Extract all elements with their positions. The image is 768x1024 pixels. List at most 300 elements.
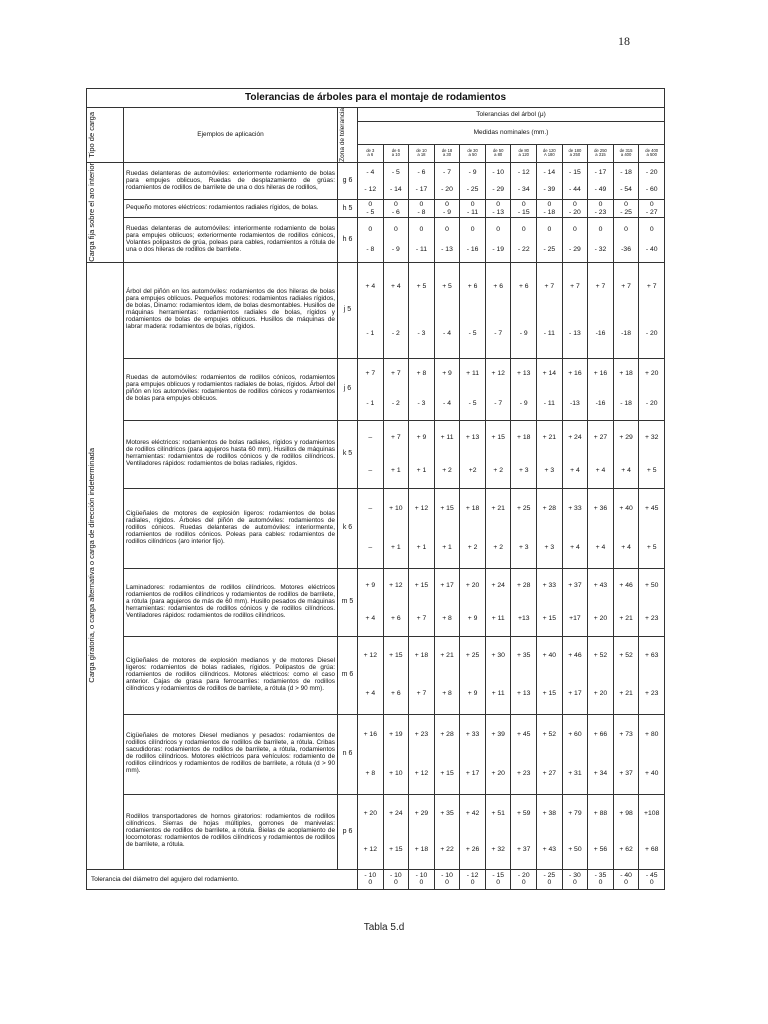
- value-cell: [434, 262, 460, 358]
- lower-deviation: + 8: [365, 769, 376, 777]
- upper-deviation: + 11: [466, 370, 480, 378]
- value-cell: [409, 262, 435, 358]
- lower-deviation: - 11: [415, 245, 428, 253]
- table-row: [87, 262, 665, 358]
- lower-deviation: - 20: [645, 400, 658, 408]
- value-cell: [639, 714, 665, 794]
- upper-deviation: 0: [368, 201, 373, 209]
- upper-deviation: + 5: [416, 282, 427, 290]
- lower-deviation: + 3: [518, 466, 529, 474]
- lower-deviation: + 12: [414, 769, 429, 777]
- footer-value-cell: [639, 869, 665, 889]
- lower-deviation: - 25: [466, 185, 479, 193]
- upper-deviation: + 33: [568, 504, 582, 512]
- value-cell: [460, 636, 486, 714]
- value-cell: [485, 488, 511, 568]
- value-cell: [434, 162, 460, 200]
- lower-deviation: + 12: [363, 846, 377, 854]
- upper-deviation: - 10: [492, 169, 505, 177]
- value-cell: [537, 358, 563, 420]
- lower-deviation: + 3: [544, 466, 555, 474]
- upper-deviation: 0: [624, 225, 628, 233]
- value-cell: [460, 358, 486, 420]
- upper-deviation: + 29: [414, 809, 429, 817]
- footer-upper: - 15: [492, 871, 505, 879]
- value-cell: [537, 568, 563, 636]
- footer-value-cell: [383, 869, 409, 889]
- value-cell: [460, 568, 486, 636]
- lower-deviation: - 20: [645, 329, 658, 337]
- value-cell: [485, 162, 511, 200]
- page-number: 18: [618, 34, 630, 48]
- lower-deviation: - 5: [468, 329, 477, 337]
- tipo-header: Tipo de carga: [87, 112, 96, 158]
- upper-deviation: + 14: [542, 370, 557, 378]
- lower-deviation: - 9: [519, 329, 528, 337]
- lower-deviation: -16: [595, 400, 606, 408]
- footer-value-cell: [562, 869, 588, 889]
- value-cell: [562, 420, 588, 488]
- range-from: de 180: [568, 147, 582, 153]
- upper-deviation: - 12: [517, 169, 530, 177]
- lower-deviation: + 34: [593, 769, 608, 777]
- lower-deviation: - 16: [466, 245, 479, 253]
- upper-deviation: + 33: [465, 730, 480, 738]
- range-from: de 400: [645, 147, 659, 153]
- lower-deviation: -18: [621, 329, 631, 337]
- value-cell: [485, 420, 511, 488]
- upper-deviation: + 21: [440, 652, 454, 660]
- lower-deviation: + 2: [493, 466, 503, 474]
- value-cell: [511, 488, 537, 568]
- lower-deviation: - 6: [391, 208, 400, 216]
- footer-upper: - 10: [364, 871, 377, 879]
- footer-value-cell: [588, 869, 614, 889]
- footer-lower: 0: [419, 879, 424, 887]
- example-cell: Rodillos transportadores de hornos giratorios: rodamientos de rodillos cilíndricos. Sierras de hojas múltiples, gorrones de manivelas: rodamientos de rodillos de barrilete, a rótula. Bielas de acoplamiento de locomotoras: rodamientos de rodillos cilíndricos y rodamientos de rodillos de barrilete, a rótula.: [124, 794, 338, 869]
- footer-value-cell: [460, 869, 486, 889]
- value-cell: [639, 162, 665, 200]
- range-from: de 315: [619, 147, 633, 153]
- value-cell: [613, 568, 639, 636]
- footer-lower: 0: [445, 879, 449, 887]
- table-row: [87, 200, 665, 217]
- lower-deviation: +13: [517, 614, 530, 622]
- range-header: [562, 144, 588, 162]
- footer-value-cell: [358, 869, 384, 889]
- value-cell: [511, 794, 537, 869]
- value-cell: [358, 262, 384, 358]
- value-cell: [588, 488, 614, 568]
- upper-deviation: 0: [547, 225, 552, 233]
- lower-deviation: - 54: [620, 185, 632, 193]
- lower-deviation: + 62: [619, 846, 633, 854]
- range-header: [639, 144, 665, 162]
- value-cell: [358, 358, 384, 420]
- value-cell: [358, 636, 384, 714]
- lower-deviation: - 4: [443, 329, 451, 337]
- value-cell: [460, 200, 486, 217]
- value-cell: [485, 794, 511, 869]
- upper-deviation: + 4: [391, 282, 401, 290]
- value-cell: [511, 714, 537, 794]
- lower-deviation: + 6: [391, 690, 401, 698]
- upper-deviation: + 20: [644, 370, 659, 378]
- value-cell: [409, 200, 435, 217]
- table-row: [87, 358, 665, 420]
- lower-deviation: + 27: [542, 769, 557, 777]
- value-cell: [537, 217, 563, 262]
- lower-deviation: -16: [595, 329, 606, 337]
- upper-deviation: + 39: [491, 730, 505, 738]
- lower-deviation: + 17: [568, 690, 582, 698]
- upper-deviation: + 43: [593, 581, 608, 589]
- range-to: a 50: [468, 152, 477, 158]
- upper-deviation: + 60: [568, 730, 582, 738]
- lower-deviation: - 40: [645, 245, 658, 253]
- footer-upper: - 10: [441, 871, 453, 879]
- range-from: de 30: [467, 147, 478, 153]
- lower-deviation: + 1: [416, 466, 427, 474]
- footer-upper: - 25: [543, 871, 556, 879]
- lower-deviation: - 27: [645, 208, 658, 216]
- lower-deviation: + 9: [467, 690, 478, 698]
- lower-deviation: - 29: [492, 185, 505, 193]
- upper-deviation: 0: [649, 201, 654, 209]
- example-cell: Motores eléctricos: rodamientos de bolas radiales, rígidos y rodamientos de rodillos cilíndricos (para agujeros hasta 60 mm). Husillos de máquinas herramientas: rodamientos de rodillos cónicos y de rodillos cilíndricos. Ventiladores rápidos: rodamientos de bolas radiales, rígidos.: [124, 420, 338, 488]
- lower-deviation: + 9: [467, 614, 478, 622]
- upper-deviation: + 35: [440, 809, 454, 817]
- value-cell: [383, 794, 409, 869]
- footer-upper: - 30: [569, 871, 581, 879]
- value-cell: [588, 420, 614, 488]
- footer-value-cell: [613, 869, 639, 889]
- upper-deviation: + 4: [365, 282, 376, 290]
- lower-deviation: - 20: [569, 208, 581, 216]
- footer-upper: - 10: [415, 871, 428, 879]
- lower-deviation: - 8: [417, 208, 426, 216]
- upper-deviation: + 15: [491, 433, 505, 441]
- value-cell: [460, 794, 486, 869]
- range-to: a 120: [518, 152, 529, 158]
- table-row: [87, 794, 665, 869]
- upper-deviation: + 28: [542, 504, 557, 512]
- lower-deviation: + 13: [517, 690, 531, 698]
- lower-deviation: + 4: [365, 614, 376, 622]
- value-cell: [537, 200, 563, 217]
- upper-deviation: + 33: [542, 581, 557, 589]
- medidas-header: Medidas nominales (mm.): [358, 121, 665, 144]
- lower-deviation: + 68: [644, 846, 659, 854]
- lower-deviation: - 13: [441, 245, 453, 253]
- lower-deviation: + 23: [517, 769, 531, 777]
- value-cell: [434, 488, 460, 568]
- group-fija-label: Carga fija sobre el aro interior: [87, 162, 96, 262]
- example-cell: Laminadores: rodamientos de rodillos cilíndricos. Motores eléctricos rodamientos de rodillos cilíndricos y rodamientos de rodillos de barrilete, a rótula (para agujeros de más de 60 mm). Husillo pesados de máquinas herramientas: rodamientos de rodillos cónicos y de rodillos cilíndricos. Ventiladores rápidos: rodamientos de rodillos cilíndricos.: [124, 568, 338, 636]
- upper-deviation: –: [368, 504, 373, 512]
- upper-deviation: +108: [644, 809, 660, 817]
- value-cell: [409, 636, 435, 714]
- upper-deviation: - 6: [417, 169, 426, 177]
- value-cell: [639, 358, 665, 420]
- upper-deviation: + 24: [491, 581, 505, 589]
- upper-deviation: + 12: [363, 652, 377, 660]
- upper-deviation: 0: [649, 225, 654, 233]
- value-cell: [460, 162, 486, 200]
- lower-deviation: + 15: [389, 846, 403, 854]
- upper-deviation: + 7: [595, 282, 606, 290]
- lower-deviation: + 18: [414, 846, 429, 854]
- value-cell: [511, 217, 537, 262]
- value-cell: [485, 636, 511, 714]
- upper-deviation: 0: [521, 201, 526, 209]
- upper-deviation: + 9: [416, 433, 427, 441]
- range-from: de 3: [366, 147, 375, 153]
- upper-deviation: + 9: [365, 581, 376, 589]
- value-cell: [639, 262, 665, 358]
- lower-deviation: - 9: [391, 245, 400, 253]
- value-cell: [460, 420, 486, 488]
- upper-deviation: + 46: [568, 652, 582, 660]
- range-to: a 18: [417, 152, 426, 158]
- value-cell: [588, 217, 614, 262]
- value-cell: [383, 420, 409, 488]
- upper-deviation: 0: [598, 201, 603, 209]
- upper-deviation: + 15: [440, 504, 454, 512]
- upper-deviation: + 25: [465, 652, 480, 660]
- value-cell: [562, 217, 588, 262]
- lower-deviation: + 22: [440, 846, 454, 854]
- lower-deviation: + 4: [365, 690, 376, 698]
- value-cell: [562, 714, 588, 794]
- zone-cell: j 6: [338, 358, 358, 420]
- upper-deviation: - 5: [391, 169, 400, 177]
- upper-deviation: + 13: [465, 433, 480, 441]
- lower-deviation: - 1: [366, 329, 375, 337]
- lower-deviation: + 20: [491, 769, 505, 777]
- value-cell: [537, 262, 563, 358]
- upper-deviation: + 24: [389, 809, 403, 817]
- upper-deviation: + 16: [363, 730, 377, 738]
- lower-deviation: + 5: [646, 466, 657, 474]
- value-cell: [383, 568, 409, 636]
- lower-deviation: + 4: [621, 466, 631, 474]
- group-giratoria-label: Carga giratoria, o carga alternativa o carga de dirección indeterminada: [87, 448, 96, 683]
- upper-deviation: + 46: [619, 581, 633, 589]
- zona-header: Zona de tolerancia: [339, 108, 346, 162]
- upper-deviation: + 25: [517, 504, 531, 512]
- group-giratoria-cell: [87, 262, 124, 869]
- upper-deviation: + 18: [414, 652, 429, 660]
- value-cell: [562, 200, 588, 217]
- upper-deviation: + 45: [517, 730, 531, 738]
- upper-deviation: + 21: [491, 504, 505, 512]
- upper-deviation: - 20: [645, 169, 658, 177]
- upper-deviation: + 50: [644, 581, 659, 589]
- range-from: de 10: [416, 147, 427, 153]
- upper-deviation: 0: [393, 225, 398, 233]
- lower-deviation: - 5: [366, 208, 375, 216]
- lower-deviation: + 26: [465, 846, 480, 854]
- range-to: a 315: [595, 152, 606, 158]
- range-to: a 10: [391, 152, 400, 158]
- upper-deviation: + 32: [644, 433, 659, 441]
- lower-deviation: + 10: [389, 769, 403, 777]
- lower-deviation: - 11: [466, 208, 479, 216]
- footer-value-cell: [511, 869, 537, 889]
- upper-deviation: 0: [547, 201, 552, 209]
- footer-lower: 0: [573, 879, 577, 887]
- lower-deviation: + 40: [644, 769, 659, 777]
- lower-deviation: - 34: [517, 185, 530, 193]
- value-cell: [639, 568, 665, 636]
- footer-lower: 0: [393, 879, 398, 887]
- example-cell: Cigüeñales de motores de explosión medianos y de motores Diesel ligeros: rodamientos de bolas radiales, rígidos. Polipastos de grúa: rodamientos de rodillos cilíndricos. Motores eléctricos: como el caso anterior. Cajas de grasa para ferrocarriles: rodamientos de rodillos cilíndricos y rodamientos de rodillos de barrilete, a rótula (d > 90 mm).: [124, 636, 338, 714]
- value-cell: [409, 794, 435, 869]
- lower-deviation: + 20: [593, 614, 608, 622]
- value-cell: [485, 714, 511, 794]
- lower-deviation: + 23: [644, 614, 659, 622]
- lower-deviation: + 31: [568, 769, 582, 777]
- value-cell: [358, 568, 384, 636]
- value-cell: [588, 636, 614, 714]
- value-cell: [562, 162, 588, 200]
- value-cell: [613, 217, 639, 262]
- value-cell: [409, 488, 435, 568]
- value-cell: [460, 217, 486, 262]
- upper-deviation: + 18: [517, 433, 531, 441]
- value-cell: [511, 568, 537, 636]
- lower-deviation: + 11: [491, 614, 505, 622]
- lower-deviation: + 1: [416, 543, 427, 551]
- lower-deviation: - 18: [543, 208, 556, 216]
- lower-deviation: + 50: [568, 846, 582, 854]
- value-cell: [639, 488, 665, 568]
- range-header: [537, 144, 563, 162]
- upper-deviation: + 30: [491, 652, 505, 660]
- lower-deviation: + 11: [491, 690, 505, 698]
- lower-deviation: -13: [570, 400, 580, 408]
- lower-deviation: - 9: [519, 400, 528, 408]
- upper-deviation: + 16: [593, 370, 608, 378]
- value-cell: [588, 200, 614, 217]
- zone-cell: j 5: [338, 262, 358, 358]
- upper-deviation: 0: [496, 201, 501, 209]
- lower-deviation: - 25: [543, 245, 556, 253]
- upper-deviation: + 11: [440, 433, 454, 441]
- lower-deviation: - 19: [492, 245, 505, 253]
- upper-deviation: + 20: [465, 581, 480, 589]
- zona-header-cell: [338, 108, 358, 163]
- value-cell: [588, 358, 614, 420]
- upper-deviation: 0: [496, 225, 501, 233]
- value-cell: [639, 217, 665, 262]
- upper-deviation: + 7: [544, 282, 555, 290]
- range-header: [434, 144, 460, 162]
- table-row: [87, 488, 665, 568]
- example-cell: Ruedas delanteras de automóviles: exteriormente rodamiento de bolas para empujes oblicuos, Ruedas de desplazamiento de grúas: rodamientos de rodillos de barrilete de una o dos hileras de rodillos,: [124, 162, 338, 200]
- value-cell: [588, 794, 614, 869]
- footer-lower: 0: [598, 879, 603, 887]
- lower-deviation: + 37: [517, 846, 531, 854]
- value-cell: [613, 200, 639, 217]
- lower-deviation: + 2: [442, 466, 452, 474]
- footer-lower: 0: [521, 879, 526, 887]
- lower-deviation: + 8: [442, 690, 452, 698]
- upper-deviation: 0: [419, 225, 424, 233]
- lower-deviation: + 2: [493, 543, 503, 551]
- upper-deviation: –: [368, 433, 373, 441]
- value-cell: [409, 358, 435, 420]
- value-cell: [511, 420, 537, 488]
- value-cell: [613, 488, 639, 568]
- lower-deviation: - 7: [494, 329, 503, 337]
- value-cell: [485, 358, 511, 420]
- upper-deviation: + 51: [491, 809, 505, 817]
- value-cell: [562, 568, 588, 636]
- value-cell: [588, 568, 614, 636]
- lower-deviation: - 49: [594, 185, 607, 193]
- value-cell: [358, 200, 384, 217]
- upper-deviation: - 9: [468, 169, 477, 177]
- upper-deviation: + 18: [619, 370, 633, 378]
- zone-cell: k 6: [338, 488, 358, 568]
- lower-deviation: - 13: [492, 208, 505, 216]
- upper-deviation: - 7: [443, 169, 451, 177]
- lower-deviation: - 4: [443, 400, 451, 408]
- lower-deviation: + 4: [570, 466, 580, 474]
- zone-cell: h 5: [338, 200, 358, 217]
- lower-deviation: - 1: [366, 400, 375, 408]
- value-cell: [383, 200, 409, 217]
- lower-deviation: - 11: [543, 329, 555, 337]
- value-cell: [434, 217, 460, 262]
- lower-deviation: - 7: [494, 400, 503, 408]
- lower-deviation: - 44: [569, 185, 581, 193]
- upper-deviation: + 9: [442, 370, 452, 378]
- example-cell: Árbol del piñón en los automóviles: rodamientos de dos hileras de bolas para empujes oblicuos. Pequeños motores: rodamientos radiales rígidos, de bolas, Dinamo: rodamientos ídem, de bolas desmontables. Husillos de máquinas herramientas: rodamientos radiales de bolas, rígidos y rodamientos de bolas de empujes oblicuos. Husillos de máquinas de labrar madera: rodamientos de bolas, rígidos.: [124, 262, 338, 358]
- lower-deviation: - 2: [391, 329, 400, 337]
- upper-deviation: + 42: [465, 809, 480, 817]
- range-header: [613, 144, 639, 162]
- value-cell: [409, 162, 435, 200]
- table-row: [87, 636, 665, 714]
- value-cell: [562, 794, 588, 869]
- lower-deviation: + 56: [593, 846, 608, 854]
- value-cell: [383, 714, 409, 794]
- upper-deviation: + 40: [542, 652, 557, 660]
- lower-deviation: + 37: [619, 769, 633, 777]
- lower-deviation: - 17: [415, 185, 428, 193]
- footer-upper: - 10: [390, 871, 402, 879]
- example-cell: Pequeño motores eléctricos: rodamientos radiales rígidos, de bolas.: [124, 200, 338, 217]
- range-from: de 250: [594, 147, 607, 153]
- lower-deviation: - 3: [417, 400, 426, 408]
- upper-deviation: 0: [573, 225, 577, 233]
- range-to: a 6: [367, 152, 374, 158]
- lower-deviation: - 14: [390, 185, 402, 193]
- upper-deviation: + 52: [619, 652, 633, 660]
- value-cell: [383, 217, 409, 262]
- value-cell: [485, 200, 511, 217]
- value-cell: [434, 358, 460, 420]
- value-cell: [434, 714, 460, 794]
- value-cell: [613, 162, 639, 200]
- upper-deviation: + 10: [389, 504, 403, 512]
- lower-deviation: + 7: [416, 614, 427, 622]
- range-to: a 80: [494, 152, 503, 158]
- upper-deviation: + 98: [619, 809, 633, 817]
